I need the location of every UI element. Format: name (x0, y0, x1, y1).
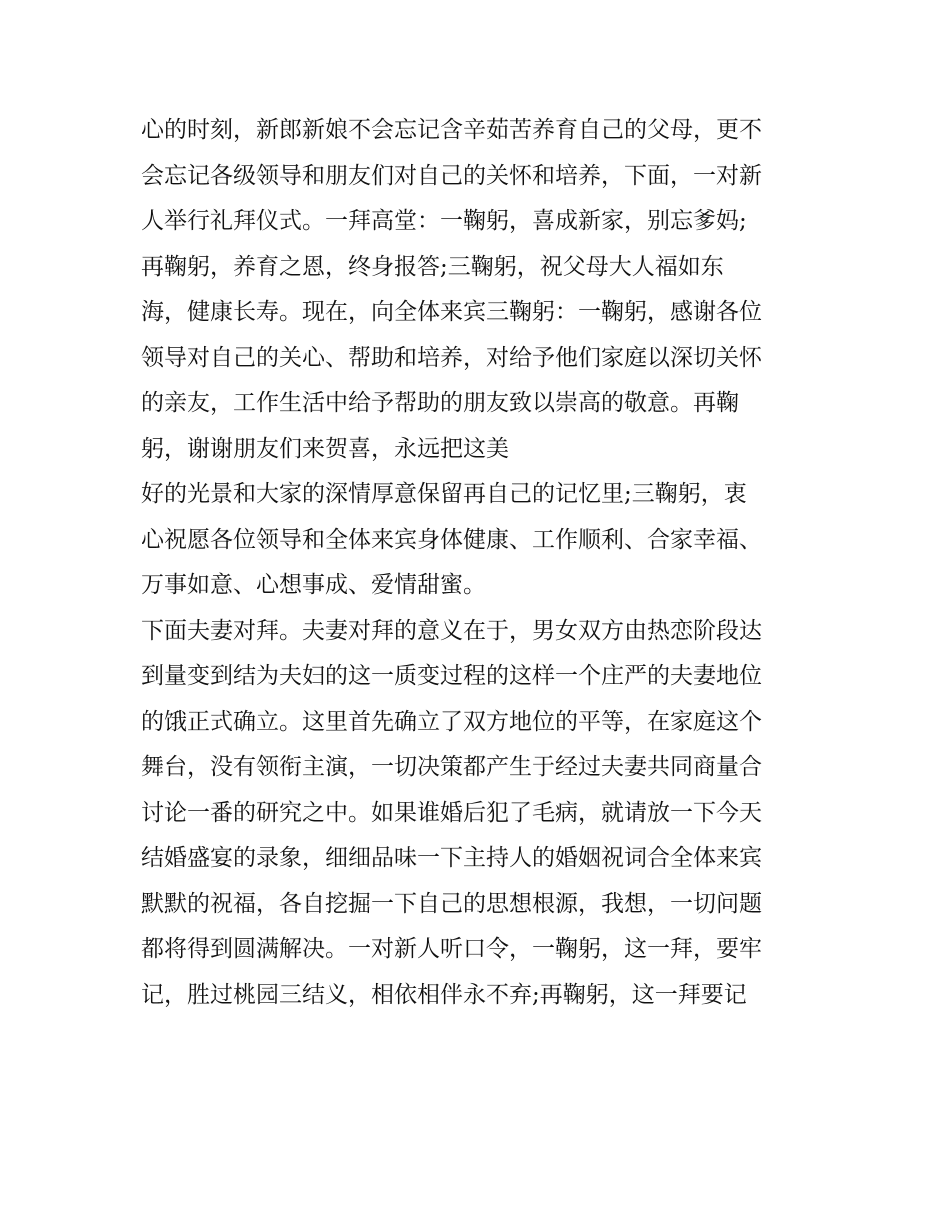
text-line-7: 的亲友，工作生活中给予帮助的朋友致以崇高的敬意。再鞠 (141, 390, 739, 416)
text-line-16: 讨论一番的研究之中。如果谁婚后犯了毛病，就请放一下今天 (141, 799, 762, 826)
text-line-15: 舞台，没有领衔主演，一切决策都产生于经过夫妻共同商量合 (141, 754, 762, 780)
text-line-9: 好的光景和大家的深情厚意保留再自己的记忆里;三鞠躬，衷 (141, 481, 747, 507)
text-line-8: 躬，谢谢朋友们来贺喜，永远把这美 (141, 435, 509, 462)
text-line-19: 都将得到圆满解决。一对新人听口令，一鞠躬，这一拜，要牢 (141, 936, 762, 962)
text-line-1: 心的时刻，新郎新娘不会忘记含辛茹苦养育自己的父母，更不 (141, 117, 762, 143)
text-line-17: 结婚盛宴的录象，细细品味一下主持人的婚姻祝词合全体来宾 (141, 845, 762, 871)
text-line-2: 会忘记各级领导和朋友们对自己的关怀和培养，下面，一对新 (141, 162, 762, 189)
text-line-4: 再鞠躬，养育之恩，终身报答;三鞠躬，祝父母大人福如东 (141, 253, 724, 280)
text-line-11: 万事如意、心想事成、爱情甜蜜。 (141, 572, 486, 598)
text-line-12: 下面夫妻对拜。夫妻对拜的意义在于，男女双方由热恋阶段达 (141, 617, 762, 644)
text-line-14: 的饿正式确立。这里首先确立了双方地位的平等，在家庭这个 (141, 708, 762, 735)
body-text (141, 108, 821, 1018)
text-line-3: 人举行礼拜仪式。一拜高堂：一鞠躬，喜成新家，别忘爹妈; (141, 208, 747, 234)
text-line-20: 记，胜过桃园三结义，相依相伴永不弃;再鞠躬，这一拜要记 (141, 981, 747, 1008)
text-line-5: 海，健康长寿。现在，向全体来宾三鞠躬：一鞠躬，感谢各位 (141, 299, 762, 325)
text-line-10: 心祝愿各位领导和全体来宾身体健康、工作顺利、合家幸福、 (141, 526, 762, 553)
text-line-18: 默默的祝福，各自挖掘一下自己的思想根源，我想，一切问题 (141, 890, 762, 917)
text-line-6: 领导对自己的关心、帮助和培养，对给予他们家庭以深切关怀 (141, 344, 762, 371)
text-line-13: 到量变到结为夫妇的这一质变过程的这样一个庄严的夫妻地位 (141, 663, 762, 689)
